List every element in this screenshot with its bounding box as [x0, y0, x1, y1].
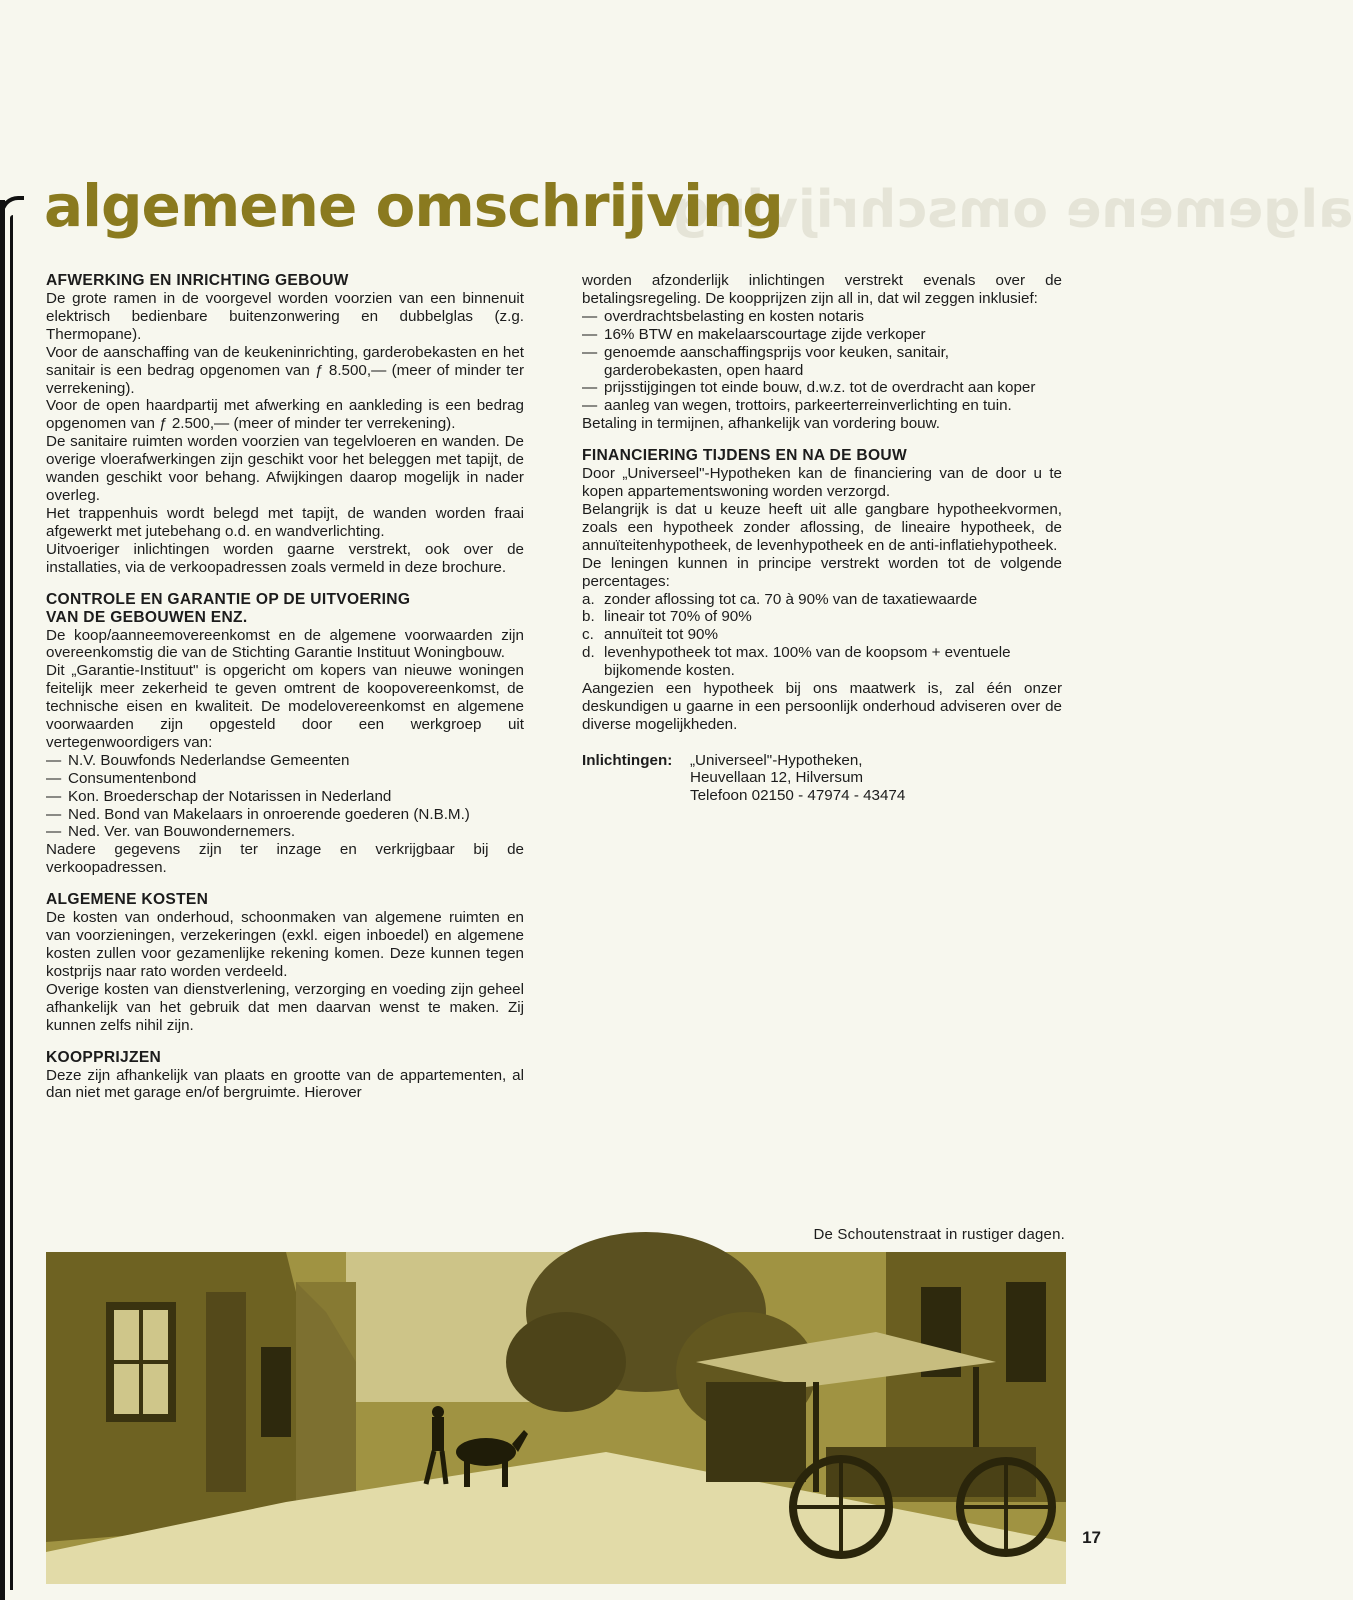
- paragraph: De kosten van onderhoud, schoonmaken van algemene ruimten en van voorzieningen, verzekeringen (exkl. eigen inboedel) en algemene kosten zullen voor gezamenlijke rekening komen. Deze kunnen tegen kostprijs naar rato worden verdeeld.: [46, 909, 524, 980]
- paragraph: Uitvoeriger inlichtingen worden gaarne verstrekt, ook over de installaties, via de verkoopadressen zoals vermeld in deze brochure.: [46, 540, 524, 576]
- section-afwerking: [46, 272, 524, 577]
- list-item: c. annuïteit tot 90%: [582, 626, 718, 644]
- paragraph: De sanitaire ruimten worden voorzien van tegelvloeren en wanden. De overige vloerafwerkingen zijn geschikt voor het beleggen met tapijt, de wanden geschikt voor behang. Afwijkingen daarop mogelijk in nader overleg.: [46, 433, 524, 504]
- contact-line: Telefoon 02150 - 47974 - 43474: [690, 786, 906, 804]
- paragraph: Het trappenhuis wordt belegd met tapijt, de wanden worden fraai afgewerkt met jutebehang o.d. en wandverlichting.: [46, 504, 524, 540]
- paragraph: Voor de aanschaffing van de keukeninrichting, garderobekasten en het sanitair is een bedrag opgenomen van ƒ 8.500,— (meer of minder ter verrekening).: [46, 343, 524, 397]
- list-item: — N.V. Bouwfonds Nederlandse Gemeenten: [46, 751, 350, 769]
- list-item: d. levenhypotheek tot max. 100% van de koopsom + eventuele bijkomende kosten.: [582, 644, 1011, 680]
- list-item: — overdrachtsbelasting en kosten notaris: [582, 307, 865, 325]
- paragraph: Nadere gegevens zijn ter inzage en verkrijgbaar bij de verkoopadressen.: [46, 841, 524, 877]
- list-item: — Ned. Ver. van Bouwondernemers.: [46, 823, 296, 841]
- section-koopprijzen-continued: [582, 272, 1062, 433]
- section-algemene-kosten: [46, 891, 524, 1034]
- dash-marker: —: [46, 787, 62, 805]
- list-marker: a.: [582, 590, 595, 608]
- photo-caption: De Schoutenstraat in rustiger dagen.: [813, 1226, 1065, 1243]
- paragraph: Voor de open haardpartij met afwerking en aankleding is een bedrag opgenomen van ƒ 2.500,— (meer of minder ter verrekening).: [46, 397, 524, 433]
- dash-marker: —: [582, 325, 598, 343]
- contact-lines: [690, 752, 905, 805]
- page-spine-inner-line: [10, 215, 13, 1590]
- dash-marker: —: [582, 343, 598, 361]
- street-scene-illustration: [46, 1252, 1066, 1584]
- historic-street-photo: [46, 1252, 1066, 1584]
- page-number: 17: [1082, 1528, 1101, 1547]
- paragraph: Deze zijn afhankelijk van plaats en grootte van de appartementen, al dan niet met garage en/of bergruimte. Hierover: [46, 1066, 524, 1102]
- percentage-list: [582, 591, 1062, 681]
- page-title: algemene omschrijving: [44, 172, 783, 240]
- section-heading: FINANCIERING TIJDENS EN NA DE BOUW: [582, 447, 907, 465]
- section-financiering: [582, 447, 1062, 734]
- dash-marker: —: [46, 823, 62, 841]
- section-heading-line1: CONTROLE EN GARANTIE OP DE UITVOERING: [46, 590, 411, 608]
- left-column: [46, 272, 524, 1116]
- list-item: b. lineair tot 70% of 90%: [582, 608, 752, 626]
- paragraph: De leningen kunnen in principe verstrekt worden tot de volgende percentages:: [582, 554, 1062, 590]
- section-heading: ALGEMENE KOSTEN: [46, 891, 209, 909]
- list-marker: d.: [582, 644, 595, 662]
- paragraph: worden afzonderlijk inlichtingen verstrekt evenals over de betalingsregeling. De koopprijzen zijn all in, dat wil zeggen inklusief:: [582, 272, 1062, 307]
- paragraph: Aangezien een hypotheek bij ons maatwerk is, zal één onzer deskundigen u gaarne in een persoonlijk onderhoud adviseren over de diverse mogelijkheden.: [582, 680, 1062, 733]
- dash-marker: —: [46, 751, 62, 769]
- paragraph: De grote ramen in de voorgevel worden voorzien van een binnenuit elektrisch bedienbare buitenzonwering en dubbelglas (z.g. Thermopane).: [46, 290, 524, 343]
- section-heading: AFWERKING EN INRICHTING GEBOUW: [46, 272, 349, 289]
- list-item: — prijsstijgingen tot einde bouw, d.w.z. tot de overdracht aan koper: [582, 379, 1036, 397]
- list-item: — Consumentenbond: [46, 769, 197, 787]
- contact-line: Heuvellaan 12, Hilversum: [690, 769, 864, 787]
- list-item: — Kon. Broederschap der Notarissen in Nederland: [46, 787, 392, 805]
- paragraph: Betaling in termijnen, afhankelijk van vordering bouw.: [582, 415, 940, 433]
- paragraph: Belangrijk is dat u keuze heeft uit alle gangbare hypotheekvormen, zoals een hypotheek zonder aflossing, de lineaire hypotheek, de annuïteitenhypotheek, de levenhypotheek en de anti-inflatiehypotheek.: [582, 500, 1062, 554]
- page-spine-line: [0, 200, 5, 1600]
- section-koopprijzen: [46, 1049, 524, 1103]
- contact-block: [582, 752, 1062, 805]
- paragraph: Overige kosten van dienstverlening, verzorging en voeding zijn geheel afhankelijk van het gebruik dat men daarvan wenst te maken. Zij kunnen zelfs nihil zijn.: [46, 980, 524, 1034]
- show-through-title: algemene omschrijving: [672, 180, 1353, 240]
- list-item: — Ned. Bond van Makelaars in onroerende goederen (N.B.M.): [46, 805, 470, 823]
- dash-marker: —: [582, 379, 598, 397]
- list-item: — aanleg van wegen, trottoirs, parkeerterreinverlichting en tuin.: [582, 397, 1012, 415]
- dash-marker: —: [46, 769, 62, 787]
- paragraph: Dit „Garantie-Instituut" is opgericht om kopers van nieuwe woningen feitelijk meer zekerheid te geven omtrent de koopovereenkomst, de technische eisen en kwaliteit. De modelovereenkomst en algemene voorwaarden zijn opgesteld door een werkgroep uit vertegenwoordigers van:: [46, 662, 524, 751]
- paragraph: De koop/aanneemovereenkomst en de algemene voorwaarden zijn overeenkomstig die van de Stichting Garantie Instituut Woningbouw.: [46, 626, 524, 662]
- section-heading: KOOPPRIJZEN: [46, 1048, 162, 1066]
- organisation-list: [46, 752, 524, 842]
- list-item: — genoemde aanschaffingsprijs voor keuken, sanitair, garderobekasten, open haard: [582, 343, 950, 379]
- dash-marker: —: [582, 397, 598, 415]
- contact-line: „Universeel"-Hypotheken,: [690, 751, 863, 769]
- section-heading-line2: VAN DE GEBOUWEN ENZ.: [46, 608, 248, 626]
- list-item: a. zonder aflossing tot ca. 70 à 90% van de taxatiewaarde: [582, 590, 978, 608]
- inclusive-list: [582, 308, 1062, 415]
- dash-marker: —: [46, 805, 62, 823]
- list-marker: b.: [582, 608, 595, 626]
- right-column: [582, 272, 1062, 804]
- dash-marker: —: [582, 307, 598, 325]
- list-item: — 16% BTW en makelaarscourtage zijde verkoper: [582, 325, 926, 343]
- paragraph: Door „Universeel"-Hypotheken kan de financiering van de door u te kopen appartementswoning worden verzorgd.: [582, 465, 1062, 501]
- section-heading: [46, 591, 524, 627]
- contact-label: Inlichtingen:: [582, 751, 673, 769]
- list-marker: c.: [582, 626, 594, 644]
- section-controle: [46, 591, 524, 878]
